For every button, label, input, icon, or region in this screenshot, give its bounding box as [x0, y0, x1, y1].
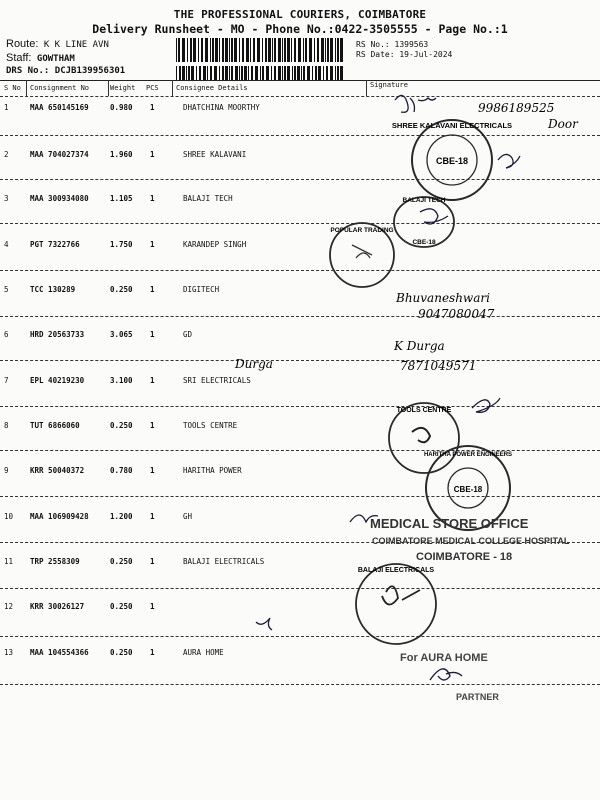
- barcode-bar: [251, 66, 253, 80]
- col-divider: [366, 80, 367, 96]
- barcode-bar: [244, 66, 247, 80]
- table-top-rule: [0, 80, 600, 81]
- row-divider: [0, 135, 600, 136]
- staff-value: GOWTHAM: [36, 54, 75, 64]
- barcode-bar: [271, 66, 272, 80]
- row-consignment: TRP 2558309: [30, 557, 80, 566]
- barcode-bar: [297, 66, 300, 80]
- barcode-bar: [274, 66, 276, 80]
- barcode-bar: [268, 38, 271, 62]
- signature-stroke: [256, 618, 272, 630]
- col-divider: [26, 80, 27, 96]
- row-pcs: 1: [150, 602, 155, 611]
- stamp-name: HARITHA POWER ENGINEERS: [423, 452, 513, 458]
- barcode-bar: [335, 66, 336, 80]
- barcode-bar: [196, 66, 197, 80]
- barcode-bar: [210, 38, 211, 62]
- row-weight: 0.250: [110, 557, 133, 566]
- row-consignee: BALAJI ELECTRICALS: [183, 557, 265, 566]
- row-sno: 4: [4, 240, 9, 249]
- rs-date: RS Date: 19-Jul-2024: [356, 50, 453, 59]
- barcode-bar: [179, 66, 181, 80]
- company-title: THE PROFESSIONAL COURIERS, COIMBATORE: [173, 8, 427, 21]
- barcode-bar: [187, 38, 188, 62]
- barcode-bar: [190, 38, 192, 62]
- row-consignee: GH: [183, 512, 193, 521]
- col-divider: [172, 80, 173, 96]
- barcode-bar: [253, 38, 255, 62]
- row-consignee: SHREE KALAVANI: [183, 150, 247, 159]
- col-header-consignee: Consignee Details: [176, 84, 248, 92]
- barcode-bar: [266, 66, 269, 80]
- row-divider: [0, 270, 600, 271]
- row-consignment: EPL 40219230: [30, 376, 85, 385]
- barcode-bar: [193, 38, 196, 62]
- barcode-bar: [337, 66, 339, 80]
- barcode-bar: [335, 38, 336, 62]
- row-divider: [0, 636, 600, 637]
- row-sno: 1: [4, 103, 9, 112]
- drs-value: DCJB139956301: [54, 66, 126, 76]
- row-pcs: 1: [150, 103, 155, 112]
- row-consignment: KRR 50040372: [30, 466, 85, 475]
- barcode-bar: [215, 38, 218, 62]
- row-consignment: PGT 7322766: [30, 240, 80, 249]
- row-weight: 0.980: [110, 103, 133, 112]
- barcode-bar: [239, 38, 240, 62]
- row-sno: 12: [4, 602, 14, 611]
- barcode-bar: [219, 66, 220, 80]
- barcode-bar: [330, 38, 333, 62]
- row-pcs: 1: [150, 512, 155, 521]
- stamp-line-2: COIMBATORE MEDICAL COLLEGE HOSPITAL: [372, 536, 570, 546]
- rs-number: RS No.: 1399563: [356, 40, 429, 49]
- drs-label: DRS No.:: [6, 66, 50, 76]
- barcode-bar: [225, 38, 228, 62]
- row-sno: 3: [4, 194, 9, 203]
- row-pcs: 1: [150, 150, 155, 159]
- balaji-tech-stamp: [394, 197, 454, 247]
- barcode-bar: [309, 38, 312, 62]
- stamp-city: CBE-18: [435, 156, 469, 166]
- barcode-bar: [239, 66, 240, 80]
- barcode-bar: [272, 38, 273, 62]
- stamp-line-2: PARTNER: [456, 692, 499, 702]
- row-sno: 2: [4, 150, 9, 159]
- barcode-bar: [303, 66, 305, 80]
- barcode-bar: [207, 66, 208, 80]
- row-pcs: 1: [150, 240, 155, 249]
- stamp-name: POPULAR TRADING: [330, 227, 394, 234]
- barcode-bar: [337, 38, 339, 62]
- row-divider: [0, 450, 600, 451]
- row-consignment: KRR 30026127: [30, 602, 85, 611]
- barcode-bar: [235, 66, 238, 80]
- row-divider: [0, 496, 600, 497]
- row-consignee: DIGITECH: [183, 285, 220, 294]
- header-bottom-rule: [0, 96, 600, 97]
- stamp-city: CBE-18: [453, 485, 483, 494]
- barcode-bar: [274, 38, 276, 62]
- row-sno: 5: [4, 285, 9, 294]
- handwritten-name: Durga: [235, 357, 273, 371]
- tools-centre-stamp: [389, 403, 459, 473]
- barcode-bar: [257, 38, 260, 62]
- barcode-bar: [282, 66, 283, 80]
- signature-stroke: [498, 154, 520, 168]
- stamp-name: BALAJI TECH: [402, 197, 446, 204]
- barcode-bar: [326, 66, 328, 80]
- popular-stamp: [330, 223, 394, 287]
- row-consignee: BALAJI TECH: [183, 194, 233, 203]
- row-consignee: SRI ELECTRICALS: [183, 376, 251, 385]
- stamp-name: SHREE KALAVANI ELECTRICALS: [391, 121, 513, 130]
- aura-home-stamp: [400, 652, 499, 702]
- row-consignment: TUT 6866060: [30, 421, 80, 430]
- row-consignee: HARITHA POWER: [183, 466, 242, 475]
- barcode-bar: [182, 66, 185, 80]
- barcode-bar: [188, 66, 190, 80]
- row-sno: 8: [4, 421, 9, 430]
- barcode-bar: [314, 38, 315, 62]
- row-consignment: MAA 104554366: [30, 648, 89, 657]
- row-pcs: 1: [150, 330, 155, 339]
- stamp-line-1: For AURA HOME: [400, 652, 488, 664]
- row-divider: [0, 684, 600, 685]
- col-divider: [108, 80, 109, 96]
- row-sno: 6: [4, 330, 9, 339]
- barcode-bar: [246, 38, 249, 62]
- col-header-consignment: Consignment No: [30, 84, 90, 92]
- route-label: Route:: [6, 38, 39, 50]
- barcode-bar: [278, 38, 281, 62]
- stamp-line-1: MEDICAL STORE OFFICE: [370, 516, 529, 531]
- balaji-electricals-stamp: [356, 564, 436, 644]
- haritha-power-stamp: [424, 446, 512, 530]
- barcode-bar: [298, 38, 301, 62]
- row-pcs: 1: [150, 421, 155, 430]
- row-consignment: HRD 20563733: [30, 330, 85, 339]
- drs-line: [6, 66, 125, 76]
- row-pcs: 1: [150, 285, 155, 294]
- barcode-bar: [176, 38, 177, 62]
- barcode-bar: [287, 66, 290, 80]
- row-divider: [0, 316, 600, 317]
- barcode-bar: [234, 38, 237, 62]
- barcode-bar: [222, 66, 224, 80]
- barcode-bar: [262, 38, 263, 62]
- barcode-bar: [340, 38, 343, 62]
- barcode-bar: [265, 38, 267, 62]
- row-consignee: TOOLS CENTRE: [183, 421, 238, 430]
- medical-store-stamp: [370, 516, 570, 563]
- barcode-bar: [282, 38, 283, 62]
- barcode-bar: [203, 66, 206, 80]
- row-pcs: 1: [150, 648, 155, 657]
- barcode-bar: [231, 66, 233, 80]
- barcode-bar: [199, 66, 201, 80]
- barcode-bar: [315, 66, 317, 80]
- barcode-bar: [255, 66, 258, 80]
- row-sno: 13: [4, 648, 14, 657]
- signature-stroke: [420, 209, 448, 224]
- barcode-bar: [318, 66, 321, 80]
- row-consignee: AURA HOME: [183, 648, 224, 657]
- barcode-bar: [303, 38, 304, 62]
- handwritten-phone: 9047080047: [418, 307, 495, 321]
- signature-stroke: [350, 515, 378, 522]
- barcode-bar: [229, 38, 230, 62]
- barcode-bar: [321, 38, 324, 62]
- handwritten-name: K Durga: [394, 339, 445, 353]
- barcode-bar: [340, 66, 343, 80]
- barcode-bar: [307, 66, 310, 80]
- barcode-bar: [250, 38, 251, 62]
- row-pcs: 1: [150, 466, 155, 475]
- barcode-bar: [305, 38, 307, 62]
- handwritten-note: Door: [548, 117, 578, 131]
- row-weight: 1.750: [110, 240, 133, 249]
- signature-stroke: [395, 95, 436, 112]
- row-weight: 0.780: [110, 466, 133, 475]
- barcode-bar: [292, 66, 293, 80]
- row-weight: 1.960: [110, 150, 133, 159]
- row-divider: [0, 542, 600, 543]
- barcode-bar: [178, 38, 180, 62]
- barcode-bar: [186, 66, 187, 80]
- barcode-bar: [262, 66, 264, 80]
- barcode-bar: [231, 38, 233, 62]
- handwritten-phone: 7871049571: [400, 359, 477, 373]
- barcode-bar: [260, 66, 261, 80]
- drs-barcode: [176, 38, 344, 62]
- row-consignment: MAA 704027374: [30, 150, 89, 159]
- barcode-bar: [229, 66, 230, 80]
- row-weight: 3.100: [110, 376, 133, 385]
- barcode-bar: [312, 66, 313, 80]
- row-consignee: GD: [183, 330, 193, 339]
- barcode-bar: [325, 38, 326, 62]
- barcode-bar: [176, 66, 177, 80]
- barcode-bar: [242, 38, 244, 62]
- row-consignment: TCC 130289: [30, 285, 76, 294]
- barcode-bar: [182, 38, 185, 62]
- col-header-pcs: PCS: [146, 84, 159, 92]
- row-consignment: MAA 650145169: [30, 103, 89, 112]
- barcode-bar: [214, 66, 217, 80]
- row-divider: [0, 406, 600, 407]
- row-sno: 9: [4, 466, 9, 475]
- rs-barcode: [176, 66, 344, 80]
- runsheet-title: Delivery Runsheet - MO - Phone No.:0422-3505555 - Page No.:1: [92, 22, 508, 36]
- row-consignee: KARANDEP SINGH: [183, 240, 247, 249]
- barcode-bar: [198, 38, 199, 62]
- row-consignment: MAA 300934080: [30, 194, 89, 203]
- handwritten-phone: 9986189525: [478, 101, 555, 115]
- route-line: [6, 38, 109, 50]
- barcode-bar: [201, 38, 203, 62]
- barcode-bar: [323, 66, 324, 80]
- row-consignee: DHATCHINA MOORTHY: [183, 103, 260, 112]
- barcode-bar: [205, 38, 208, 62]
- row-consignment: MAA 106909428: [30, 512, 89, 521]
- barcode-bar: [330, 66, 333, 80]
- row-weight: 0.250: [110, 285, 133, 294]
- row-weight: 3.065: [110, 330, 133, 339]
- barcode-bar: [294, 66, 296, 80]
- staff-label: Staff:: [6, 52, 32, 64]
- stamp-name: BALAJI ELECTRICALS: [357, 567, 435, 574]
- col-header-sno: S No: [4, 84, 21, 92]
- barcode-bar: [278, 66, 281, 80]
- handwritten-name: Bhuvaneshwari: [396, 291, 490, 305]
- staff-line: [6, 52, 75, 64]
- barcode-bar: [284, 66, 286, 80]
- row-divider: [0, 223, 600, 224]
- barcode-bar: [301, 66, 302, 80]
- row-weight: 1.200: [110, 512, 133, 521]
- row-sno: 11: [4, 557, 14, 566]
- barcode-bar: [291, 38, 292, 62]
- row-pcs: 1: [150, 376, 155, 385]
- barcode-bar: [225, 66, 228, 80]
- row-sno: 7: [4, 376, 9, 385]
- barcode-bar: [212, 38, 214, 62]
- barcode-bar: [317, 38, 319, 62]
- barcode-bar: [294, 38, 296, 62]
- barcode-bar: [284, 38, 286, 62]
- row-pcs: 1: [150, 557, 155, 566]
- row-weight: 1.105: [110, 194, 133, 203]
- row-sno: 10: [4, 512, 14, 521]
- row-weight: 0.250: [110, 648, 133, 657]
- row-divider: [0, 179, 600, 180]
- barcode-bar: [222, 38, 224, 62]
- row-divider: [0, 588, 600, 589]
- barcode-bar: [219, 38, 220, 62]
- col-header-signature: Signature: [370, 81, 408, 89]
- route-value: K K LINE AVN: [43, 40, 109, 50]
- stamp-line-3: COIMBATORE - 18: [416, 551, 513, 563]
- barcode-bar: [248, 66, 249, 80]
- barcode-bar: [191, 66, 194, 80]
- stamp-city: CBE-18: [412, 239, 436, 246]
- barcode-bar: [327, 38, 329, 62]
- row-weight: 0.250: [110, 602, 133, 611]
- row-weight: 0.250: [110, 421, 133, 430]
- barcode-bar: [287, 38, 290, 62]
- stamp-name: TOOLS CENTRE: [396, 407, 452, 414]
- shree-kalavani-stamp: [392, 120, 512, 200]
- barcode-bar: [210, 66, 212, 80]
- row-divider: [0, 360, 600, 361]
- col-header-weight: Weight: [110, 84, 136, 92]
- barcode-bar: [241, 66, 243, 80]
- row-pcs: 1: [150, 194, 155, 203]
